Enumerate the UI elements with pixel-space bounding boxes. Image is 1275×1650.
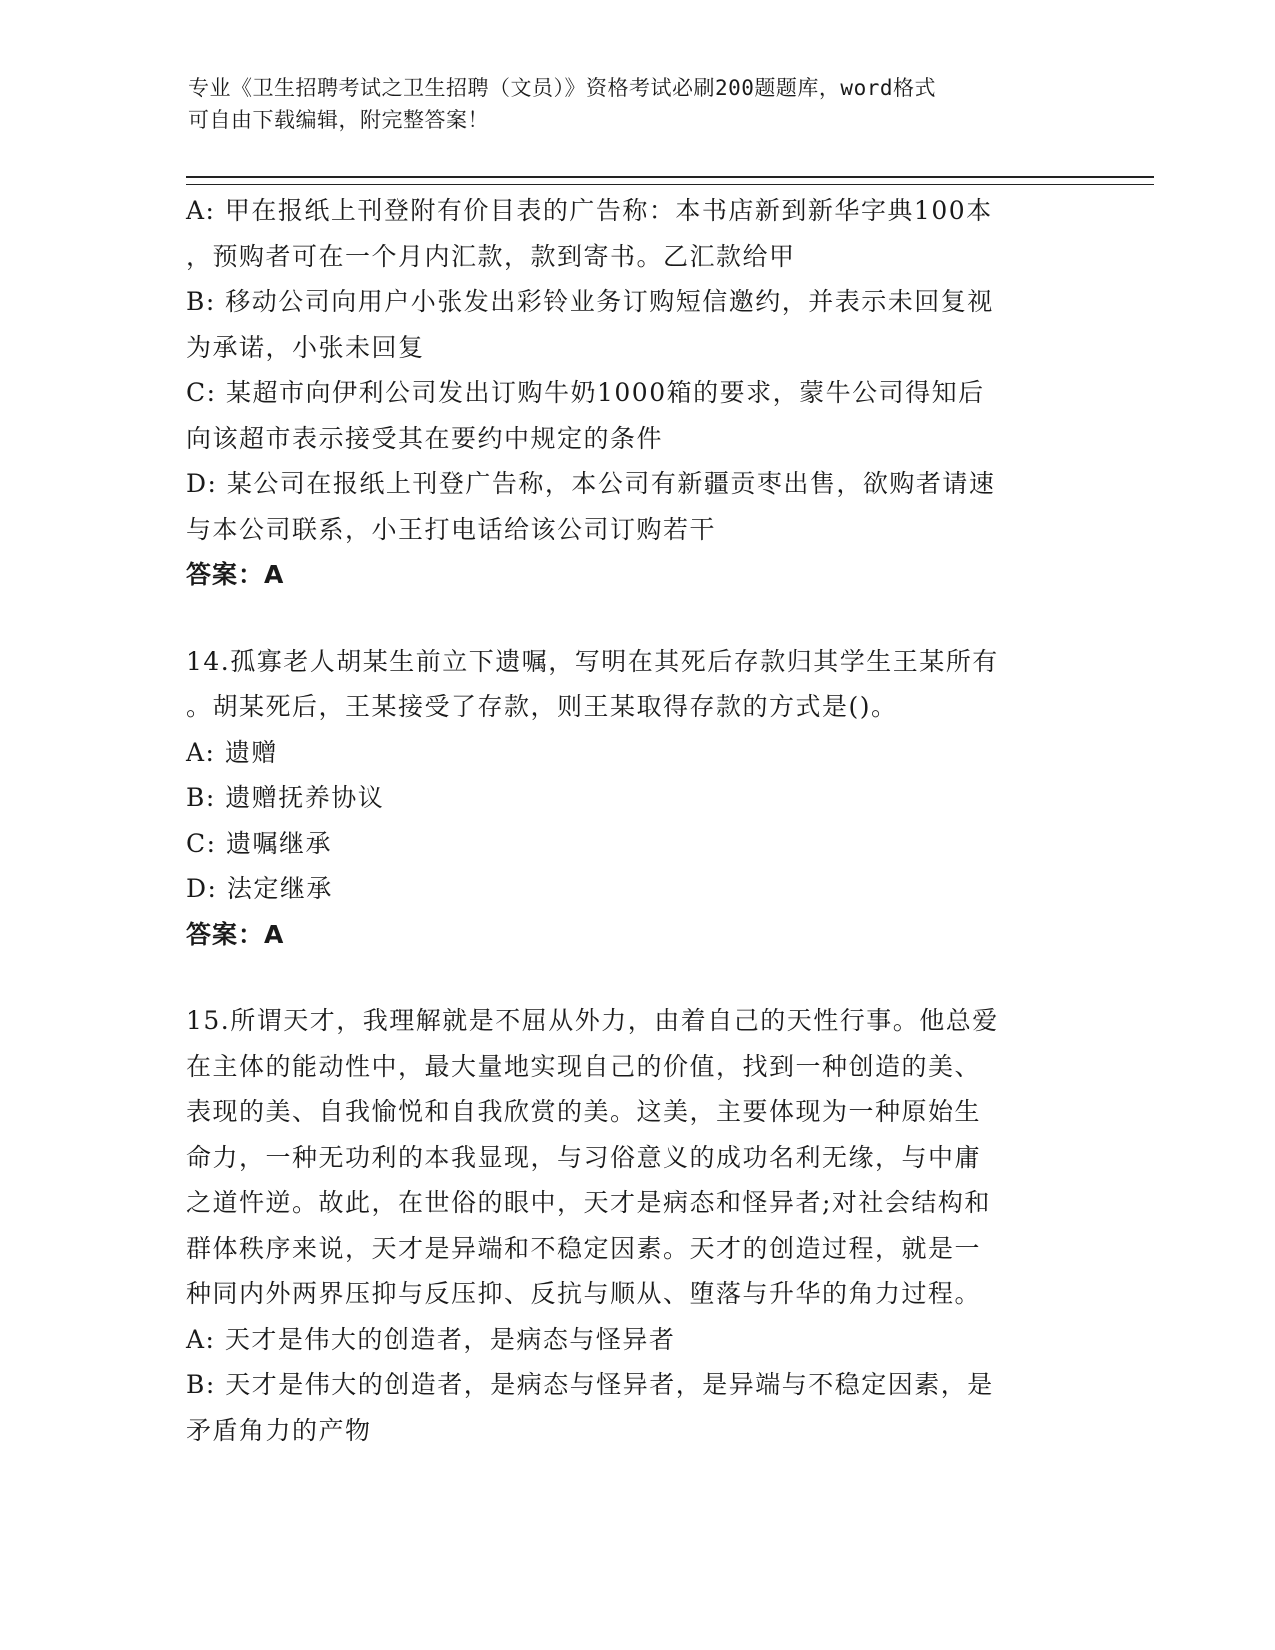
header-divider (186, 176, 1154, 185)
q15-stem-line-5: 之道忤逆。故此，在世俗的眼中，天才是病态和怪异者;对社会结构和 (186, 1188, 991, 1217)
q13-option-d-line-1: D: 某公司在报纸上刊登广告称，本公司有新疆贡枣出售，欲购者请速 (186, 469, 996, 498)
q15-stem-line-1: 15.所谓天才，我理解就是不屈从外力，由着自己的天性行事。他总爱 (186, 1006, 999, 1035)
q15-stem-line-2: 在主体的能动性中，最大量地实现自己的价值，找到一种创造的美、 (186, 1051, 982, 1081)
q13-option-a-line-1: A: 甲在报纸上刊登附有价目表的广告称：本书店新到新华字典100本 (186, 196, 993, 225)
q14-option-c: C: 遗嘱继承 (186, 828, 332, 858)
q15-option-a: A: 天才是伟大的创造者，是病态与怪异者 (186, 1324, 676, 1354)
q13-option-c-line-1: C: 某超市向伊利公司发出订购牛奶1000箱的要求，蒙牛公司得知后 (186, 378, 985, 407)
header-line-1: 专业《卫生招聘考试之卫生招聘（文员）》资格考试必刷200题题库，word格式 (188, 76, 936, 100)
spacer (186, 598, 1086, 639)
q15-stem-line-3: 表现的美、自我愉悦和自我欣赏的美。这美，主要体现为一种原始生 (186, 1097, 982, 1126)
header-line-2: 可自由下载编辑，附完整答案！ (188, 108, 489, 132)
q13-option-c-line-2: 向该超市表示接受其在要约中规定的条件 (186, 423, 664, 453)
q13-option-a-line-2: ，预购者可在一个月内汇款，款到寄书。乙汇款给甲 (186, 241, 796, 271)
q15-option-b-line-1: B: 天才是伟大的创造者，是病态与怪异者，是异端与不稳定因素，是 (186, 1370, 994, 1399)
q13-option-b-line-2: 为承诺，小张未回复 (186, 332, 425, 362)
q13-option-d-line-2: 与本公司联系，小王打电话给该公司订购若干 (186, 514, 717, 544)
document-body (186, 188, 1086, 1453)
q13-option-b-line-1: B: 移动公司向用户小张发出彩铃业务订购短信邀约，并表示未回复视 (186, 287, 994, 316)
q13-answer: 答案：A (186, 560, 285, 589)
q15-stem-line-7: 种同内外两界压抑与反压抑、反抗与顺从、堕落与升华的角力过程。 (186, 1279, 982, 1308)
q14-stem-line-2: 。胡某死后，王某接受了存款，则王某取得存款的方式是()。 (186, 692, 898, 721)
question-14 (186, 639, 1086, 958)
q14-option-a: A: 遗赠 (186, 737, 278, 767)
spacer (186, 957, 1086, 998)
q15-stem-line-4: 命力，一种无功利的本我显现，与习俗意义的成功名利无缘，与中庸 (186, 1142, 982, 1172)
q14-option-b: B: 遗赠抚养协议 (186, 783, 385, 812)
question-15 (186, 998, 1086, 1453)
question-13-options (186, 188, 1086, 598)
q15-option-b-line-2: 矛盾角力的产物 (186, 1415, 372, 1445)
q14-answer: 答案：A (186, 919, 285, 949)
q14-stem-line-1: 14.孤寡老人胡某生前立下遗嘱，写明在其死后存款归其学生王某所有 (186, 646, 999, 676)
q14-option-d: D: 法定继承 (186, 874, 333, 903)
document-header (188, 72, 1068, 136)
q15-stem-line-6: 群体秩序来说，天才是异端和不稳定因素。天才的创造过程，就是一 (186, 1233, 982, 1263)
